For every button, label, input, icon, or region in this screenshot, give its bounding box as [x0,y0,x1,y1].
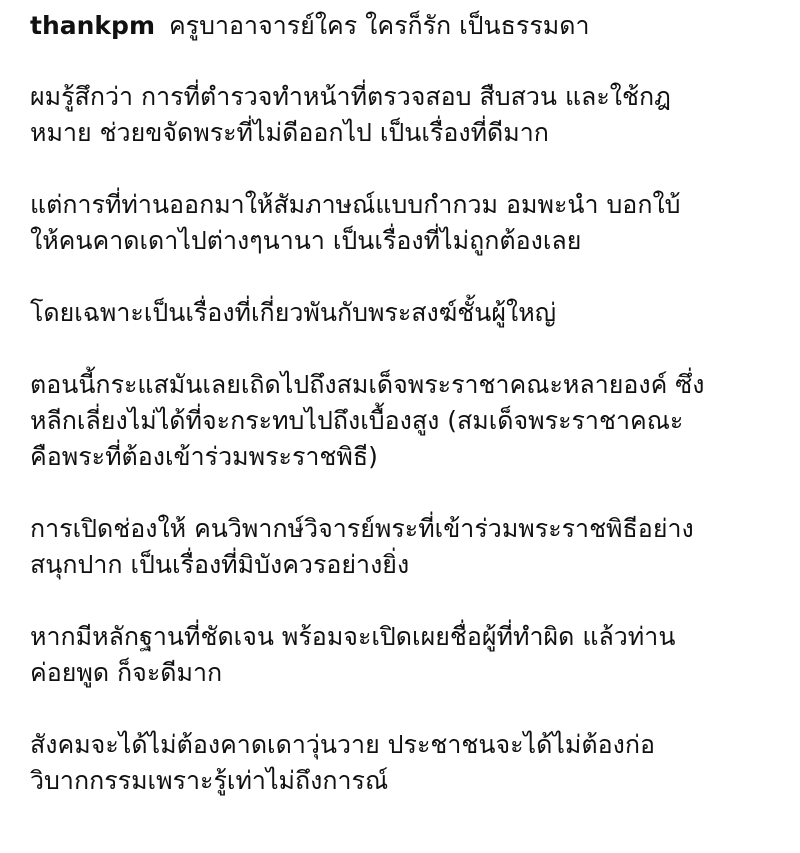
caption-paragraph-3: โดยเฉพาะเป็นเรื่องที่เกี่ยวพันกับพระสงฆ์ชั้นผู้ใหญ่ [30,298,557,327]
caption-paragraph-5: การเปิดช่องให้ คนวิพากษ์วิจารย์พระที่เข้าร่วมพระราชพิธีอย่าง สนุกปาก เป็นเรื่องที่มิบังควรอย่างยิ่ง [30,514,694,579]
caption-paragraph-2: แต่การที่ท่านออกมาให้สัมภาษณ์แบบกำกวม อมพะนำ บอกใบ้ ให้คนคาดเดาไปต่างๆนานา เป็นเรื่องที่ไม่ถูกต้องเลย [30,190,681,255]
caption-paragraph-4: ตอนนี้กระแสมันเลยเถิดไปถึงสมเด็จพระราชาคณะหลายองค์ ซึ่ง หลีกเลี่ยงไม่ได้ที่จะกระทบไปถึงเบื้องสูง (สมเด็จพระราชาคณะ คือพระที่ต้องเข้าร่วมพระราชพิธี) [30,370,705,471]
caption-paragraph-6: หากมีหลักฐานที่ชัดเจน พร้อมจะเปิดเผยชื่อผู้ที่ทำผิด แล้วท่าน ค่อยพูด ก็จะดีมาก [30,622,676,687]
caption-header [30,8,772,44]
caption-paragraph-7: สังคมจะได้ไม่ต้องคาดเดาวุ่นวาย ประชาชนจะได้ไม่ต้องก่อ วิบากกรรมเพราะรู้เท่าไม่ถึงการณ์ [30,730,656,795]
username-link[interactable]: thankpm [30,11,155,40]
caption-first-line-text: ครูบาอาจารย์ใคร ใครก็รัก เป็นธรรมดา [168,11,590,40]
caption-paragraph-1: ผมรู้สึกว่า การที่ตำรวจทำหน้าที่ตรวจสอบ สืบสวน และใช้กฎ หมาย ช่วยขจัดพระที่ไม่ดีออกไป เป็นเรื่องที่ดีมาก [30,82,671,147]
